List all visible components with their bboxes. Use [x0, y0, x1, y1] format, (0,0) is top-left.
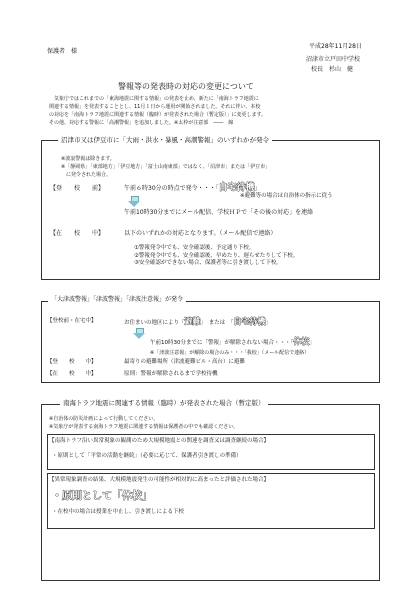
row-text-at-school: 原則：警報が解除されるまで学校待機: [124, 371, 218, 377]
school-closed-emphasis: 休校: [293, 336, 310, 346]
school-closed-condition: [150, 337, 315, 347]
evacuate-emphasis: 避難: [184, 316, 201, 326]
note-line: に発令された場合。: [61, 172, 112, 178]
row-text-close: 」: [254, 185, 261, 192]
down-arrow-icon: [133, 328, 145, 339]
intro-paragraph: [49, 97, 379, 126]
section-weather-heading: 沼津市又は伊豆市に「大雨・洪水・暴風・高潮警報」のいずれかが発令: [58, 137, 272, 144]
section-nankai-notes: [49, 417, 238, 430]
row-text-at-school: 以下のいずれかの対応となります。（メール配信で連絡）: [124, 230, 277, 237]
advisory-lifted-note: ※「津波注意報」が解除の場合のみ・・・「我校」（メール配信で連絡）: [150, 350, 310, 356]
option-line: ①警報発令中でも、安全確認後、予定通り下校。: [134, 245, 255, 251]
row-text-close: 」: [309, 340, 315, 346]
addressee: 保護者 様: [47, 48, 78, 55]
row-text-before-school: [124, 184, 261, 193]
row-label-commuting: 【登 校 中】: [47, 359, 97, 365]
page-title: 警報等の発表時の対応の変更について: [118, 82, 254, 91]
row-text-evacuate-or-standby: [124, 317, 271, 327]
row-text-close: 」: [265, 320, 272, 326]
section-tsunami-heading: 「大津波警報」「津波警報」「津波注意報」が発令: [48, 297, 186, 303]
row-label-before-school: 【登 校 前】: [50, 185, 105, 192]
row-label-at-school: 【在 校 中】: [50, 230, 105, 237]
investigation-action: ・原則として「平常の活動を継続」（必要に応じて、保護者引き渡しの準備）: [52, 453, 242, 459]
row-label-at-school: 【在 校 中】: [47, 371, 97, 377]
row-text: お住まいの地区により「: [124, 320, 185, 326]
date: 平成28年11月28日: [309, 43, 362, 50]
home-standby-emphasis: 自宅待機: [233, 316, 266, 326]
row-label-before-school-home: 【登校前・在宅中】: [47, 318, 97, 324]
mail-notice: 午前10時30分までにメール配信、学校ＨＰで「その後の対応」を連絡: [124, 209, 314, 216]
high-risk-title: 【異常現象調査の結果、大規模地震発生の可能性が相対的に高まったと評価された場合】: [49, 477, 270, 483]
down-arrow-icon: [128, 196, 140, 207]
note-line: ※「静岡県」「東部地方」「伊豆地方」「富士山南東部」ではなく、「沼津市」または「伊豆市」: [61, 164, 271, 170]
note-line: ※気象庁が発表する南海トラフ地震に関連する情報は保護者の中でも確認ください。: [49, 424, 239, 430]
investigation-title: 【南海トラフ沿い異常現象の観測のため大規模地震との関連を調査又は調査継続の場合】: [49, 438, 270, 444]
school-name: 沼津市立戸田中学校: [306, 56, 361, 63]
high-risk-action: ・在校中の場合は授業を中止し、引き渡しによる下校: [52, 509, 185, 515]
option-line: ③安全確認ができない場合、保護者等に引き渡しして下校。: [134, 260, 282, 266]
row-text: 午前６時30分の時点で発令・・・「: [124, 185, 219, 192]
school-closed-emphasis: 休校: [122, 491, 142, 502]
high-risk-closure: [52, 492, 152, 502]
at-school-options: [134, 246, 298, 267]
option-line: ②警報発令中でも、安全確認後、早めたり、遅らせたりして下校。: [134, 252, 299, 259]
closure-text-close: 」: [142, 491, 152, 502]
section-nankai-heading: 南海トラフ地震に関連する情報（臨時）が発表された場合（暫定版）: [60, 400, 268, 407]
intro-line: 関連する情報」を発表することとし、11月１日から運用が開始されました。それに伴い、本校: [49, 104, 261, 110]
intro-line: の対応を「南海トラフ地震に関連する情報（臨時）が発表された場合（暫定版）」に変更します。: [49, 112, 267, 118]
row-text: 午前10時30分までに「警報」が解除されない場合・・・「: [150, 340, 294, 346]
row-text: 」 または 「: [200, 320, 234, 326]
home-standby-emphasis: 自宅待機: [218, 183, 255, 193]
note-line: ※波浪警報は除きます。: [61, 156, 115, 162]
intro-line: その他、対応する警報に「高潮警報」を追加しました。※太枠が注意部 ―― 線: [49, 120, 234, 126]
principal-name: 校長 杉山 健: [311, 66, 354, 73]
closure-text: ・原則として「: [52, 491, 122, 502]
evacuation-note: ※避難等の場合は自治体の指示に従う: [240, 193, 333, 199]
intro-line: 気象庁ではこれまでの「東海地震に関する情報」の発表を止め、新たに「南海トラフ地震に: [49, 96, 259, 102]
row-text-commuting: 最寄りの避難場所（津波避難ビル・高台）に避難: [124, 359, 246, 365]
note-line: ※自治体の防災計画によって行動してください。: [49, 416, 159, 422]
section-weather-notes: [61, 157, 270, 178]
